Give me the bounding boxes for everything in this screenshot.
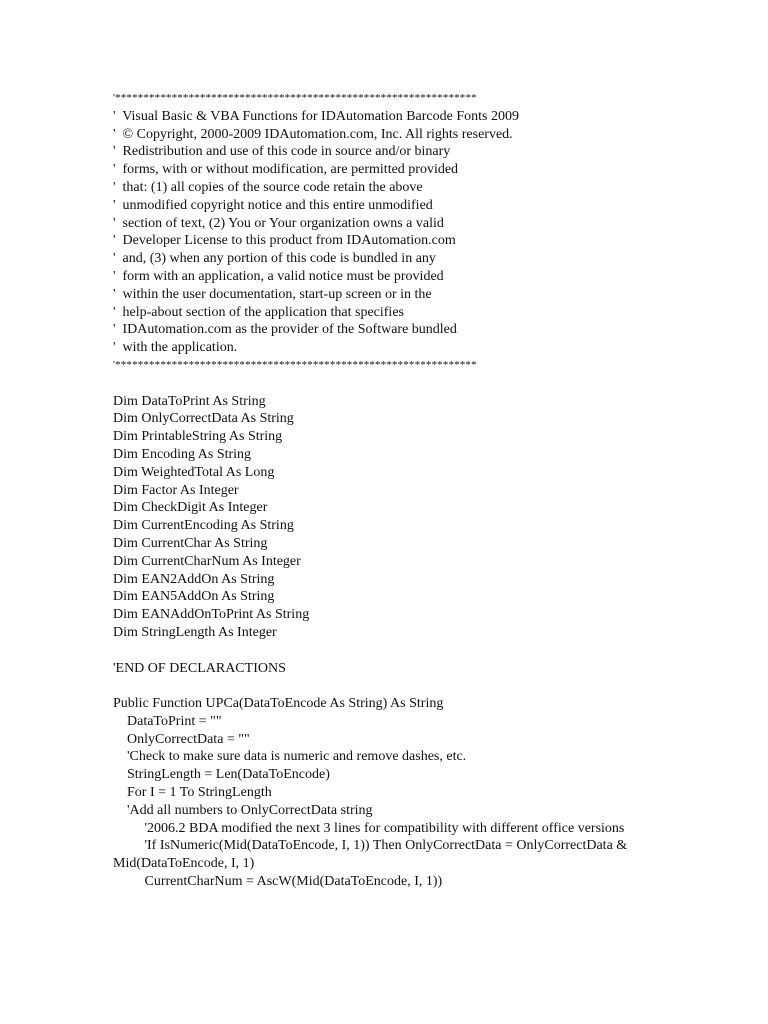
end-of-declarations-comment: 'END OF DECLARACTIONS xyxy=(113,660,286,676)
header-line: ' help-about section of the application that specifies xyxy=(113,304,404,320)
code-comment-line: '2006.2 BDA modified the next 3 lines for compatibility with different office versions xyxy=(113,820,625,836)
header-line: ' that: (1) all copies of the source code retain the above xyxy=(113,179,423,195)
header-line: ' Redistribution and use of this code in source and/or binary xyxy=(113,144,451,160)
comment-star-rule-top: '**************************************************************** xyxy=(113,92,477,104)
header-line: ' unmodified copyright notice and this entire unmodified xyxy=(113,197,433,213)
code-comment-line: 'If IsNumeric(Mid(DataToEncode, I, 1)) Then OnlyCorrectData = OnlyCorrectData & Mid(DataToEncode, I, 1) xyxy=(113,838,631,872)
declaration-line: Dim DataToPrint As String xyxy=(113,393,266,409)
code-listing xyxy=(113,90,643,891)
code-line: CurrentCharNum = AscW(Mid(DataToEncode, I, 1)) xyxy=(113,874,443,890)
code-line: StringLength = Len(DataToEncode) xyxy=(113,767,330,783)
blank-line xyxy=(113,375,643,393)
comment-star-rule-bottom: '**************************************************************** xyxy=(113,358,477,371)
code-line: For I = 1 To StringLength xyxy=(113,785,272,801)
code-line: OnlyCorrectData = "" xyxy=(113,731,250,747)
declarations-block xyxy=(113,393,643,642)
blank-line xyxy=(113,677,643,695)
declaration-line: Dim CurrentEncoding As String xyxy=(113,518,294,534)
header-line: ' Visual Basic & VBA Functions for IDAutomation Barcode Fonts 2009 xyxy=(113,108,519,124)
blank-line xyxy=(113,642,643,660)
declaration-line: Dim Factor As Integer xyxy=(113,482,239,498)
header-line: ' within the user documentation, start-up screen or in the xyxy=(113,286,432,302)
declaration-line: Dim CheckDigit As Integer xyxy=(113,500,268,516)
declaration-line: Dim PrintableString As String xyxy=(113,429,283,445)
declaration-line: Dim CurrentChar As String xyxy=(113,535,268,551)
header-line: ' IDAutomation.com as the provider of the Software bundled xyxy=(113,322,457,338)
header-line: ' © Copyright, 2000-2009 IDAutomation.com, Inc. All rights reserved. xyxy=(113,126,513,142)
license-header-block xyxy=(113,90,643,375)
header-line: ' section of text, (2) You or Your organization owns a valid xyxy=(113,215,444,231)
declaration-line: Dim StringLength As Integer xyxy=(113,624,277,640)
code-line: DataToPrint = "" xyxy=(113,713,222,729)
declaration-line: Dim OnlyCorrectData As String xyxy=(113,411,294,427)
header-line: ' with the application. xyxy=(113,340,238,356)
declaration-line: Dim WeightedTotal As Long xyxy=(113,464,275,480)
code-comment-line: 'Check to make sure data is numeric and remove dashes, etc. xyxy=(113,749,467,765)
declaration-line: Dim EAN5AddOn As String xyxy=(113,589,275,605)
header-line: ' form with an application, a valid notice must be provided xyxy=(113,268,444,284)
code-comment-line: 'Add all numbers to OnlyCorrectData string xyxy=(113,802,373,818)
declaration-line: Dim EAN2AddOn As String xyxy=(113,571,275,587)
header-line: ' and, (3) when any portion of this code is bundled in any xyxy=(113,251,436,267)
declaration-line: Dim EANAddOnToPrint As String xyxy=(113,607,310,623)
header-line: ' forms, with or without modification, are permitted provided xyxy=(113,162,459,178)
function-signature: Public Function UPCa(DataToEncode As String) As String xyxy=(113,696,444,712)
header-line: ' Developer License to this product from IDAutomation.com xyxy=(113,233,456,249)
declaration-line: Dim CurrentCharNum As Integer xyxy=(113,553,301,569)
declaration-line: Dim Encoding As String xyxy=(113,446,252,462)
function-block xyxy=(113,695,643,891)
